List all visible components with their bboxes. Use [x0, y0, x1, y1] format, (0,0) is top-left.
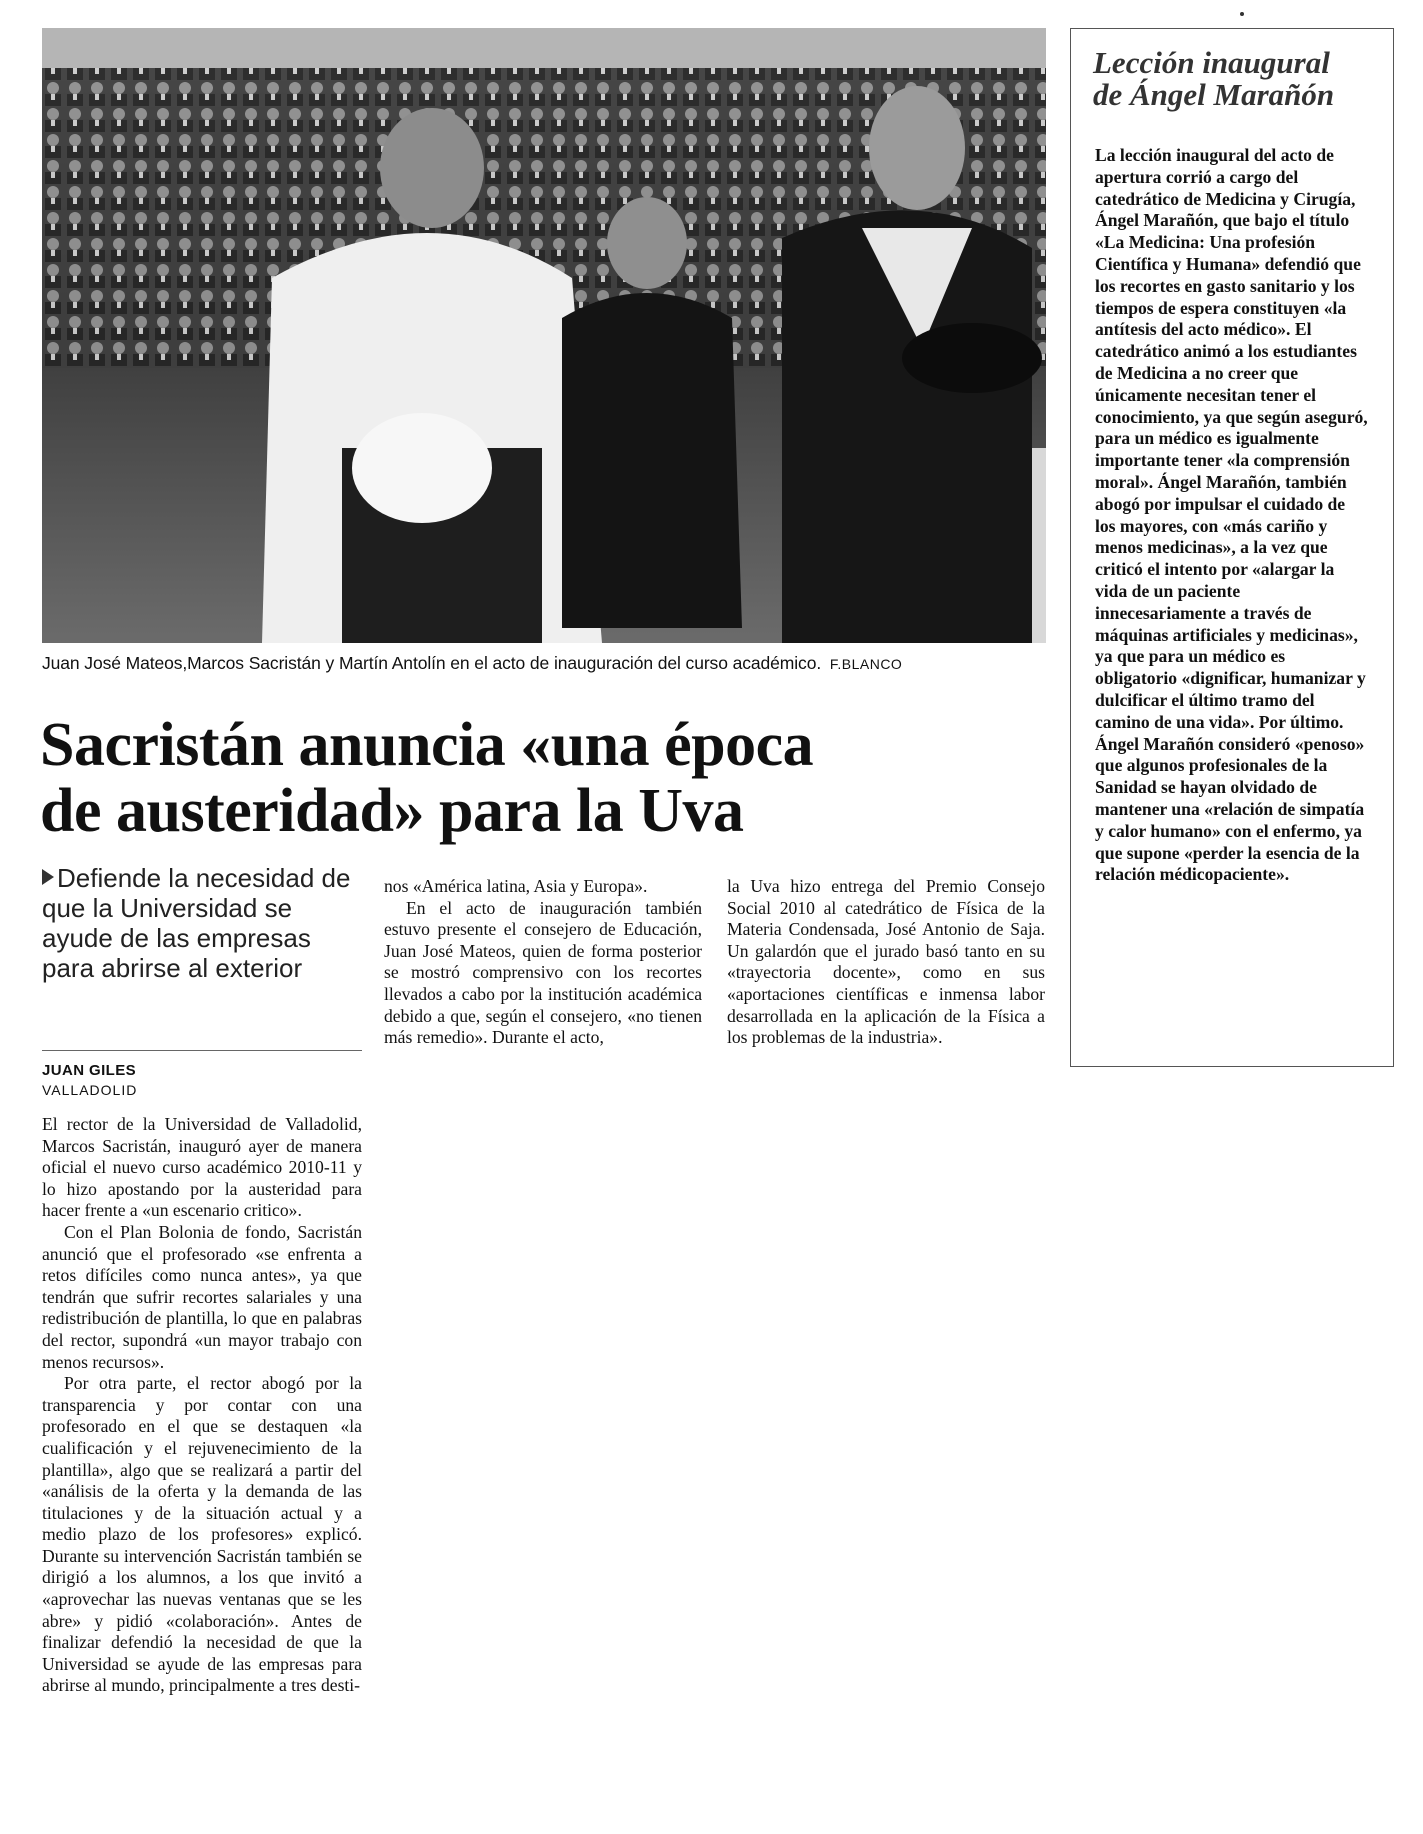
paragraph: En el acto de inauguración también estuvo presente el consejero de Educación, Juan José Mateos, quien de forma posterior se mostró comprensivo con los recortes llevados a cabo por la institución académica debido a que, según el consejero, «no tienen más remedio». Durante el acto,	[384, 897, 702, 1048]
headline-line-1: Sacristán anuncia «una época	[40, 711, 814, 779]
photo-credit: F.BLANCO	[829, 656, 903, 672]
body-column-2	[384, 876, 702, 1049]
deck-subheadline	[42, 863, 362, 983]
caption-text: Juan José Mateos,Marcos Sacristán y Martín Antolín en el acto de inauguración del curso académico.	[42, 653, 822, 673]
body-column-1	[42, 1114, 362, 1697]
paragraph: nos «América latina, Asia y Europa».	[384, 876, 648, 896]
news-photo	[42, 28, 1046, 643]
paragraph: Con el Plan Bolonia de fondo, Sacristán anunció que el profesorado «se enfrenta a retos difíciles como nunca antes», ya que tendrán que sufrir recortes salariales y una redistribución de plantilla, lo que en palabras del rector, supondrá «un mayor trabajo con menos recursos».	[42, 1221, 362, 1372]
paragraph: Por otra parte, el rector abogó por la transparencia y por contar con una profesorado en el que se destaquen «la cualificación y el rejuvenecimiento de la plantilla», algo que se realizará a partir del «análisis de la oferta y la demanda de las titulaciones y de la situación actual y a medio plazo de los profesores» explicó. Durante su intervención Sacristán también se dirigió a los alumnos, a los que invitó a «aprovechar las nuevas ventanas que se les abre» y pidió «colaboración». Antes de finalizar defendió la necesidad de que la Universidad se ayude de las empresas para abrirse al mundo, principalmente a tres desti-	[42, 1373, 362, 1696]
triangle-bullet-icon	[42, 869, 54, 885]
headline	[40, 712, 1050, 844]
byline-divider	[42, 1050, 362, 1051]
byline-place: VALLADOLID	[42, 1082, 138, 1098]
headline-line-2: de austeridad» para la Uva	[40, 777, 744, 845]
byline-author: JUAN GILES	[42, 1062, 137, 1079]
print-dot	[1240, 12, 1244, 16]
sidebar-text: La lección inaugural del acto de apertura corrió a cargo del catedrático de Medicina y Cirugía, Ángel Marañón, que bajo el título «La Medicina: Una profesión Científica y Humana» defendió que los recortes en gasto sanitario y los tiempos de espera constituyen «la antítesis del acto médico». El catedrático animó a los estudiantes de Medicina a no creer que únicamente necesitan tener el conocimiento, ya que según aseguró, para un médico es igualmente importante tener «la comprensión moral». Ángel Marañón, también abogó por impulsar el cuidado de los mayores, con «más cariño y menos medicinas», a la vez que criticó el intento por «alargar la vida de un paciente innecesariamente a través de máquinas artificiales y medicinas», ya que para un médico es obligatorio «dignificar, humanizar y dulcificar el último tramo del camino de una vida». Por último. Ángel Marañón consideró «penoso» que algunos profesionales de la Sanidad se hayan olvidado de mantener una «relación de simpatía y calor humano» con el enfermo, ya que supone «perder la esencia de la relación médicopaciente».	[1095, 145, 1368, 885]
sidebar-title-line-2: de Ángel Marañón	[1093, 77, 1335, 112]
photo-caption	[42, 653, 1052, 674]
paragraph: la Uva hizo entrega del Premio Consejo Social 2010 al catedrático de Física de la Materia Condensada, José Antonio de Saja. Un galardón que el jurado basó tanto en su «trayectoria docente», como en sus «aportaciones científicas e inmensa labor desarrollada en la aplicación de la Física a los problemas de la industria».	[727, 876, 1045, 1048]
body-column-3	[727, 876, 1045, 1049]
sidebar-title-line-1: Lección inaugural	[1093, 45, 1330, 80]
sidebar-box	[1070, 28, 1394, 1067]
deck-text: Defiende la necesidad de que la Universidad se ayude de las empresas para abrirse al exterior	[42, 863, 351, 983]
ceremony-photo-illustration	[42, 28, 1046, 643]
sidebar-title	[1093, 47, 1383, 111]
paragraph: El rector de la Universidad de Valladolid, Marcos Sacristán, inauguró ayer de manera oficial el nuevo curso académico 2010-11 y lo hizo apostando por la austeridad para hacer frente a «un escenario critico».	[42, 1114, 362, 1221]
